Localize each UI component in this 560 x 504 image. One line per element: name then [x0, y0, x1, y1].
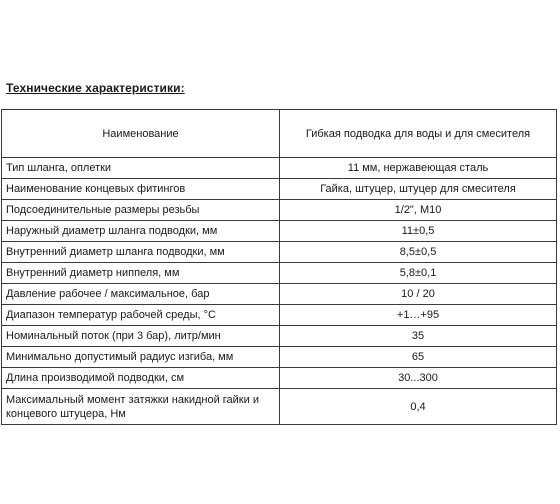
row-value: Гайка, штуцер, штуцер для смесителя: [280, 179, 557, 200]
row-value: 11 мм, нержавеющая сталь: [280, 158, 557, 179]
table-row: [2, 305, 557, 326]
row-name: Минимально допустимый радиус изгиба, мм: [2, 347, 280, 368]
row-name: Максимальный момент затяжки накидной гайки и концевого штуцера, Нм: [2, 389, 280, 425]
row-value: 0,4: [280, 389, 557, 425]
row-value: 30...300: [280, 368, 557, 389]
row-value: 8,5±0,5: [280, 242, 557, 263]
table-row: [2, 179, 557, 200]
row-value: 1/2", М10: [280, 200, 557, 221]
table-row: [2, 347, 557, 368]
row-value: 10 / 20: [280, 284, 557, 305]
specifications-table: [1, 109, 557, 425]
row-name: Наружный диаметр шланга подводки, мм: [2, 221, 280, 242]
table-row: [2, 284, 557, 305]
row-name: Внутренний диаметр шланга подводки, мм: [2, 242, 280, 263]
row-name: Тип шланга, оплетки: [2, 158, 280, 179]
table-row: [2, 200, 557, 221]
table-row: [2, 326, 557, 347]
row-value: 35: [280, 326, 557, 347]
table-row: [2, 242, 557, 263]
table-row: [2, 389, 557, 425]
header-name-cell: Наименование: [2, 110, 280, 158]
table-header-row: [2, 110, 557, 158]
row-name: Длина производимой подводки, см: [2, 368, 280, 389]
row-name: Диапазон температур рабочей среды, °С: [2, 305, 280, 326]
row-value: 65: [280, 347, 557, 368]
row-name: Давление рабочее / максимальное, бар: [2, 284, 280, 305]
table-row: [2, 368, 557, 389]
row-name: Наименование концевых фитингов: [2, 179, 280, 200]
row-value: 5,8±0,1: [280, 263, 557, 284]
row-value: +1…+95: [280, 305, 557, 326]
table-row: [2, 221, 557, 242]
row-name: Внутренний диаметр ниппеля, мм: [2, 263, 280, 284]
section-heading: Технические характеристики:: [6, 81, 185, 95]
header-value-cell: Гибкая подводка для воды и для смесителя: [280, 110, 557, 158]
table-row: [2, 263, 557, 284]
table-row: [2, 158, 557, 179]
row-name: Подсоединительные размеры резьбы: [2, 200, 280, 221]
row-value: 11±0,5: [280, 221, 557, 242]
row-name: Номинальный поток (при 3 бар), литр/мин: [2, 326, 280, 347]
